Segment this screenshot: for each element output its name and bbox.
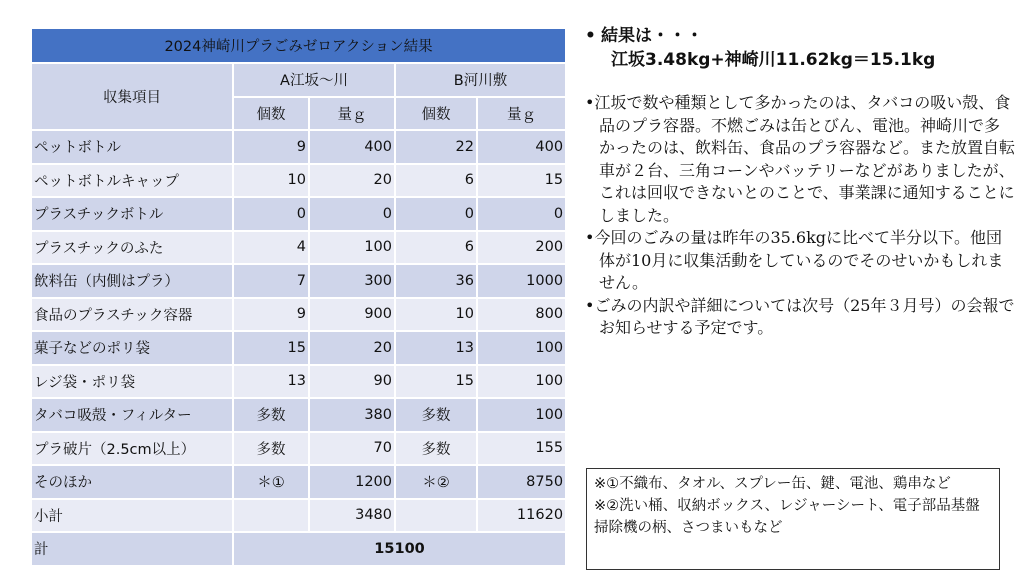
results-table-container (30, 27, 565, 567)
item-cell: プラ破片（2.5cm以上） (31, 432, 233, 466)
subtotal-row (31, 499, 566, 533)
a-count-cell: 9 (233, 130, 309, 164)
b-weight-cell: 100 (477, 398, 566, 432)
a-weight-cell: 0 (309, 197, 395, 231)
headline-line-2: 江坂3.48kg+神崎川11.62kg＝15.1kg (611, 50, 936, 70)
total-row (31, 532, 566, 566)
a-weight-cell: 1200 (309, 465, 395, 499)
a-weight-cell: 90 (309, 365, 395, 399)
table-row (31, 432, 566, 466)
b-count-cell: 0 (395, 197, 477, 231)
b-weight-cell: 200 (477, 231, 566, 265)
a-weight-header: 量ｇ (309, 97, 395, 131)
a-weight-cell: 380 (309, 398, 395, 432)
results-table (30, 27, 567, 567)
table-row (31, 264, 566, 298)
b-count-cell: 15 (395, 365, 477, 399)
table-row (31, 298, 566, 332)
b-weight-cell: 1000 (477, 264, 566, 298)
a-count-cell: ＊① (233, 465, 309, 499)
b-weight-cell: 800 (477, 298, 566, 332)
total-value: 15100 (233, 532, 566, 566)
item-cell: プラスチックのふた (31, 231, 233, 265)
a-weight-cell: 900 (309, 298, 395, 332)
b-weight-cell: 155 (477, 432, 566, 466)
footnote-1: ※①不織布、タオル、スプレー缶、鍵、電池、鶏串など (594, 476, 951, 492)
b-weight-cell: 100 (477, 331, 566, 365)
table-row (31, 130, 566, 164)
b-weight-cell: 0 (477, 197, 566, 231)
b-count-cell: ＊② (395, 465, 477, 499)
b-count-cell: 6 (395, 231, 477, 265)
item-cell: 飲料缶（内側はプラ） (31, 264, 233, 298)
a-weight-cell: 20 (309, 331, 395, 365)
b-weight-cell: 400 (477, 130, 566, 164)
headline-line-1: 結果は・・・ (601, 26, 703, 46)
summary-paragraph-2: •今回のごみの量は昨年の35.6kgに比べて半分以下。他団体が10月に収集活動をしているのでそのせいかもしれません。 (585, 228, 1004, 292)
item-cell: 菓子などのポリ袋 (31, 331, 233, 365)
table-row (31, 231, 566, 265)
table-row (31, 398, 566, 432)
total-label: 計 (31, 532, 233, 566)
group-a-header: A江坂～川 (233, 63, 395, 97)
item-cell: 食品のプラスチック容器 (31, 298, 233, 332)
b-weight-cell: 100 (477, 365, 566, 399)
subtotal-a: 3480 (309, 499, 395, 533)
item-cell: ペットボトルキャップ (31, 164, 233, 198)
table-row (31, 365, 566, 399)
subtotal-label: 小計 (31, 499, 233, 533)
a-weight-cell: 20 (309, 164, 395, 198)
a-count-cell: 多数 (233, 398, 309, 432)
a-weight-cell: 400 (309, 130, 395, 164)
a-count-header: 個数 (233, 97, 309, 131)
item-cell: タバコ吸殻・フィルター (31, 398, 233, 432)
table-title: 2024神崎川プラごみゼロアクション結果 (31, 28, 566, 63)
table-body (31, 130, 566, 499)
b-count-header: 個数 (395, 97, 477, 131)
summary-notes (585, 24, 1015, 340)
a-count-cell: 13 (233, 365, 309, 399)
a-weight-cell: 70 (309, 432, 395, 466)
a-weight-cell: 300 (309, 264, 395, 298)
b-weight-cell: 15 (477, 164, 566, 198)
footnote-box (586, 468, 1000, 570)
b-count-cell: 多数 (395, 432, 477, 466)
item-cell: そのほか (31, 465, 233, 499)
footnote-2: ※②洗い桶、収納ボックス、レジャーシート、電子部品基盤掃除機の柄、さつまいもなど (594, 498, 980, 536)
table-row (31, 331, 566, 365)
a-count-cell: 7 (233, 264, 309, 298)
item-cell: レジ袋・ポリ袋 (31, 365, 233, 399)
table-footer (31, 499, 566, 566)
table-row (31, 465, 566, 499)
b-count-cell: 13 (395, 331, 477, 365)
item-cell: プラスチックボトル (31, 197, 233, 231)
b-weight-cell: 8750 (477, 465, 566, 499)
a-count-cell: 10 (233, 164, 309, 198)
item-header: 収集項目 (31, 63, 233, 130)
summary-headline (585, 24, 1015, 72)
a-count-cell: 0 (233, 197, 309, 231)
group-b-header: B河川敷 (395, 63, 566, 97)
b-count-cell: 36 (395, 264, 477, 298)
b-count-cell: 22 (395, 130, 477, 164)
summary-paragraph-3: •ごみの内訳や詳細については次号（25年３月号）の会報でお知らせする予定です。 (585, 295, 1015, 337)
b-count-cell: 6 (395, 164, 477, 198)
table-row (31, 164, 566, 198)
item-cell: ペットボトル (31, 130, 233, 164)
a-count-cell: 9 (233, 298, 309, 332)
headline-bullet: • (585, 26, 596, 46)
summary-body (585, 92, 1015, 340)
b-weight-header: 量ｇ (477, 97, 566, 131)
a-count-cell: 多数 (233, 432, 309, 466)
a-count-cell: 4 (233, 231, 309, 265)
b-count-cell: 10 (395, 298, 477, 332)
b-count-cell: 多数 (395, 398, 477, 432)
a-weight-cell: 100 (309, 231, 395, 265)
table-row (31, 197, 566, 231)
subtotal-b: 11620 (477, 499, 566, 533)
summary-paragraph-1: •江坂で数や種類として多かったのは、タバコの吸い殻、食品のプラ容器。不燃ごみは缶とびん、電池。神崎川で多かったのは、飲料缶、食品のプラ容器など。また放置自転車が２台、三角コーンやバッテリーなどがありましたが、これは回収できないとのことで、事業課に通知することにしました。 (585, 93, 1016, 225)
a-count-cell: 15 (233, 331, 309, 365)
